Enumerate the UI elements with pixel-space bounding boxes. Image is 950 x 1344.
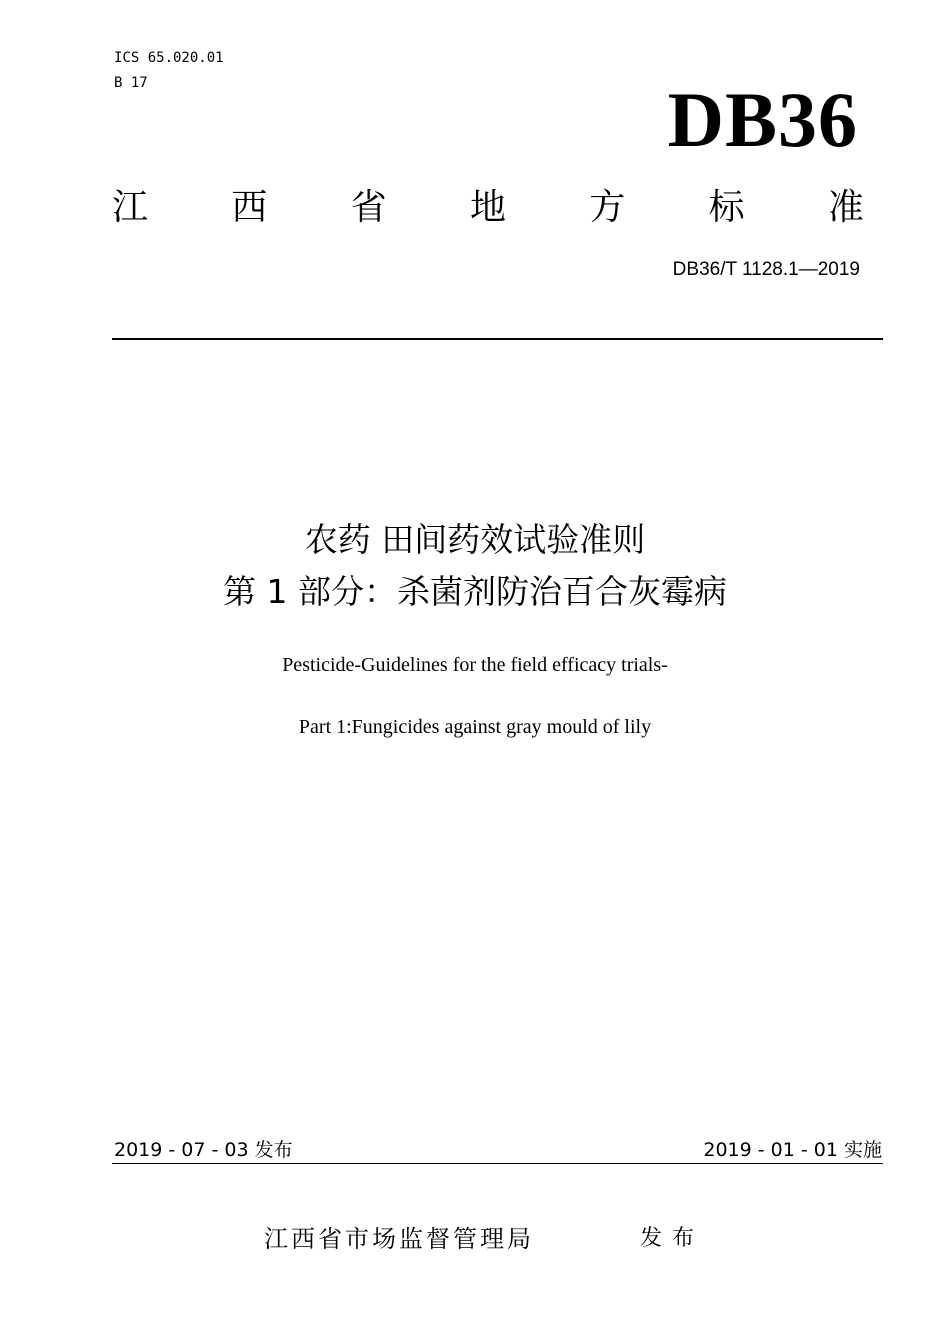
implementation-date: 2019 - 01 - 01 实施 — [703, 1139, 882, 1161]
standard-type-char: 标 — [708, 187, 745, 228]
standard-type-char: 江 — [112, 187, 149, 228]
standard-type-char: 地 — [469, 187, 506, 228]
issue-date: 2019 - 07 - 03 发布 — [114, 1139, 293, 1161]
title-en-line2: Part 1:Fungicides against gray mould of lily — [298, 716, 652, 738]
publisher: 江西省市场监督管理局 — [264, 1225, 534, 1253]
title-cn-line2: 第 1 部分：杀菌剂防治百合灰霉病 — [223, 572, 727, 611]
publish-label: 发布 — [640, 1226, 705, 1251]
db-logo: DB36 — [667, 76, 858, 163]
title-cn-line1: 农药 田间药效试验准则 — [304, 520, 646, 559]
header-divider — [112, 338, 883, 340]
standard-number: DB36/T 1128.1—2019 — [672, 259, 860, 280]
standard-type-char: 西 — [231, 187, 268, 228]
ics-code: ICS 65.020.01 — [114, 50, 224, 66]
ccs-code: B 17 — [114, 75, 148, 91]
footer-divider — [112, 1163, 883, 1164]
standard-type-char: 省 — [350, 187, 387, 228]
standard-type-char: 准 — [827, 187, 864, 228]
standard-type-heading — [112, 184, 864, 232]
standard-type-char: 方 — [589, 187, 626, 228]
title-en-line1: Pesticide-Guidelines for the field efficacy trials- — [282, 654, 668, 676]
